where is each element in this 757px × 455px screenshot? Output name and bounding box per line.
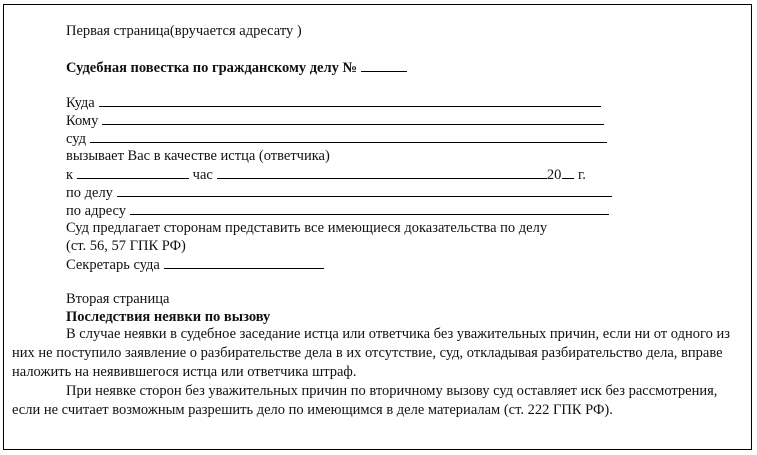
field-to-whom-label: Кому bbox=[66, 113, 99, 129]
field-to-whom-blank[interactable] bbox=[102, 111, 604, 125]
paragraph-repeat-non-appearance bbox=[12, 382, 734, 420]
summons-as-text: вызывает Вас в качестве истца (ответчика) bbox=[66, 148, 330, 164]
field-address-blank[interactable] bbox=[130, 201, 609, 215]
year-prefix: 20 bbox=[546, 167, 562, 183]
evidence-note bbox=[66, 219, 547, 237]
field-where bbox=[66, 93, 601, 111]
page2-header bbox=[66, 290, 169, 308]
field-address-label: по адресу bbox=[66, 203, 126, 219]
field-where-blank[interactable] bbox=[99, 93, 601, 107]
time-prefix: к bbox=[66, 167, 74, 183]
page2-title-text: Последствия неявки по вызову bbox=[66, 309, 271, 325]
page2-header-text: Вторая страница bbox=[66, 291, 170, 307]
paragraph-non-appearance bbox=[12, 325, 734, 382]
secretary-line bbox=[66, 255, 324, 273]
field-case bbox=[66, 183, 612, 201]
year-blank[interactable] bbox=[562, 165, 574, 179]
year-suffix: г. bbox=[577, 167, 586, 183]
field-court-label: суд bbox=[66, 131, 86, 147]
paragraph-repeat-non-appearance-text: При неявке сторон без уважительных причин по вторичному вызову суд оставляет иск без рассмотрения, если не считает возможным разрешить дело по имеющимся в деле материалам (ст. 222 ГПК РФ). bbox=[12, 383, 718, 418]
evidence-note-text: Суд предлагает сторонам представить все имеющиеся доказательства по делу bbox=[66, 220, 548, 236]
field-case-label: по делу bbox=[66, 185, 113, 201]
summons-as bbox=[66, 147, 330, 165]
hour-label: час bbox=[192, 167, 213, 183]
field-court-blank[interactable] bbox=[90, 129, 607, 143]
summons-title-text: Судебная повестка по гражданскому делу № bbox=[66, 60, 358, 76]
page1-header bbox=[66, 22, 302, 40]
field-case-blank[interactable] bbox=[117, 183, 612, 197]
secretary-signature-blank[interactable] bbox=[164, 255, 324, 269]
field-court bbox=[66, 129, 607, 147]
hour-blank[interactable] bbox=[217, 165, 547, 179]
secretary-label: Секретарь суда bbox=[66, 257, 160, 273]
case-number-blank[interactable] bbox=[361, 58, 407, 72]
field-address bbox=[66, 201, 609, 219]
summons-title bbox=[66, 58, 407, 76]
page1-header-text: Первая страница(вручается адресату ) bbox=[66, 23, 302, 39]
date-blank[interactable] bbox=[77, 165, 189, 179]
paragraph-non-appearance-text: В случае неявки в судебное заседание истца или ответчика без уважительных причин, если ни от одного из них не поступило заявление о разбирательстве дела в их отсутствие, суд, откладывая разбирательство дела, вправе наложить на неявившегося истца или ответчика штраф. bbox=[12, 326, 730, 380]
field-where-label: Куда bbox=[66, 95, 95, 111]
page2-title bbox=[66, 308, 270, 326]
time-line bbox=[66, 165, 586, 183]
evidence-ref bbox=[66, 237, 186, 255]
evidence-ref-text: (ст. 56, 57 ГПК РФ) bbox=[66, 238, 186, 254]
field-to-whom bbox=[66, 111, 604, 129]
